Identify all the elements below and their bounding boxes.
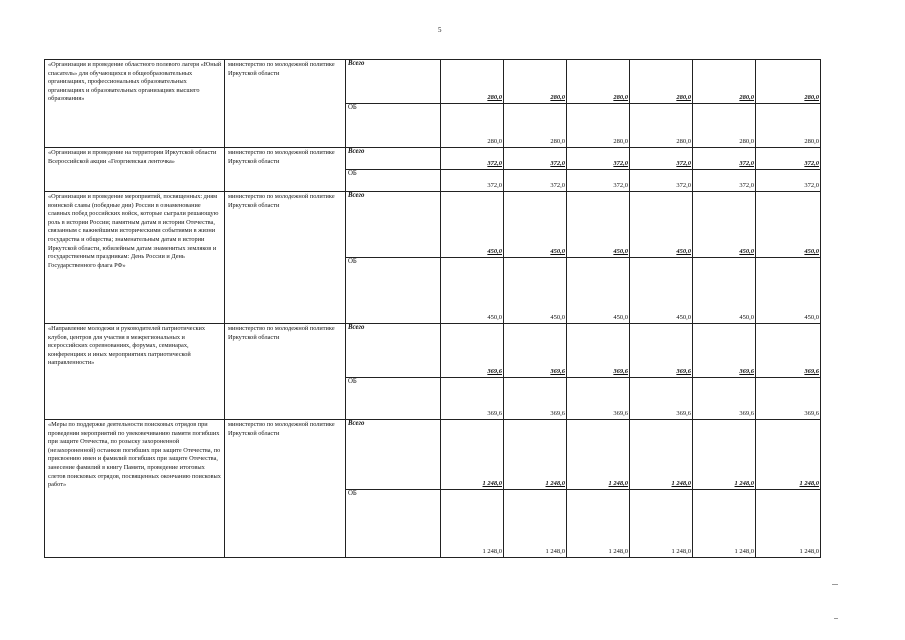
ob-amount-cell: 372,0 — [567, 170, 630, 192]
ob-amount-cell: 450,0 — [567, 258, 630, 324]
ob-amount-cell: 1 248,0 — [504, 490, 567, 558]
total-amount-cell: 369,6 — [693, 324, 756, 378]
budget-table — [44, 59, 821, 558]
total-label-cell: Всего — [346, 420, 441, 490]
ob-amount-cell: 372,0 — [441, 170, 504, 192]
event-name-cell: «Направление молодежи и руководителей патриотических клубов, центров для участия в межрегиональных и всероссийских соревнованиях, форумах, семинарах, конференциях и иных мероприятиях патриотической направленности» — [45, 324, 225, 420]
total-amount-cell: 372,0 — [504, 148, 567, 170]
total-amount-cell: 280,0 — [693, 60, 756, 104]
total-amount-cell: 369,6 — [441, 324, 504, 378]
total-amount-cell: 280,0 — [630, 60, 693, 104]
event-name-cell: «Организация и проведение областного полевого лагеря «Юный спасатель» для обучающихся в общеобразовательных организациях, профессиональных образовательных организациях и образовательных организациях высшего образования» — [45, 60, 225, 148]
ob-amount-cell: 280,0 — [441, 104, 504, 148]
table-row — [45, 324, 821, 378]
event-name-cell: «Организация и проведение мероприятий, посвященных: дням воинской славы (победные дни) России в ознаменование славных побед российских войск, которые сыграли решающую роль в истории России; памятным датам в истории Отечества, связанным с важнейшими историческими событиями в жизни государства и общества; знаменательным датам в истории Иркутской области, юбилейным датам знаменитых земляков и государственным праздникам: День России и День Государственного флага РФ» — [45, 192, 225, 324]
ob-amount-cell: 369,6 — [630, 378, 693, 420]
ob-amount-cell: 450,0 — [441, 258, 504, 324]
ob-amount-cell: 372,0 — [693, 170, 756, 192]
ministry-cell: министерство по молодежной политике Иркутской области — [225, 192, 346, 324]
total-amount-cell: 1 248,0 — [504, 420, 567, 490]
ob-amount-cell: 280,0 — [756, 104, 821, 148]
ob-label-cell: ОБ — [346, 104, 441, 148]
ministry-cell: министерство по молодежной политике Иркутской области — [225, 148, 346, 192]
ob-amount-cell: 450,0 — [630, 258, 693, 324]
ob-amount-cell: 369,6 — [756, 378, 821, 420]
total-amount-cell: 372,0 — [567, 148, 630, 170]
event-name-cell: «Меры по поддержке деятельности поисковых отрядов при проведении мероприятий по увековечиванию памяти погибших при защите Отечества, по розыску захороненной (незахороненной) останков погибших при защите Отечества, по присвоению имен и фамилий погибших при защите Отечества, занесение фамилий в книгу Памяти, проведение итоговых слетов поисковых отрядов, посвященных окончанию поисковых работ» — [45, 420, 225, 558]
ob-amount-cell: 280,0 — [630, 104, 693, 148]
total-label-cell: Всего — [346, 148, 441, 170]
ob-amount-cell: 369,6 — [567, 378, 630, 420]
table-body — [45, 60, 821, 558]
ob-amount-cell: 369,6 — [693, 378, 756, 420]
total-amount-cell: 372,0 — [693, 148, 756, 170]
ob-amount-cell: 372,0 — [756, 170, 821, 192]
table-row — [45, 148, 821, 170]
ministry-cell: министерство по молодежной политике Иркутской области — [225, 324, 346, 420]
total-amount-cell: 450,0 — [756, 192, 821, 258]
total-amount-cell: 372,0 — [441, 148, 504, 170]
total-amount-cell: 1 248,0 — [693, 420, 756, 490]
ob-amount-cell: 450,0 — [504, 258, 567, 324]
ob-label-cell: ОБ — [346, 170, 441, 192]
ob-amount-cell: 372,0 — [630, 170, 693, 192]
ob-amount-cell: 1 248,0 — [756, 490, 821, 558]
ob-amount-cell: 280,0 — [504, 104, 567, 148]
event-name-cell: «Организация и проведение на территории Иркутской области Всероссийской акции «Георгиевская ленточка» — [45, 148, 225, 192]
total-amount-cell: 369,6 — [504, 324, 567, 378]
total-amount-cell: 1 248,0 — [756, 420, 821, 490]
table-row — [45, 420, 821, 490]
ob-amount-cell: 1 248,0 — [441, 490, 504, 558]
ob-label-cell: ОБ — [346, 378, 441, 420]
page-number: 5 — [438, 26, 442, 34]
ob-label-cell: ОБ — [346, 258, 441, 324]
total-amount-cell: 369,6 — [630, 324, 693, 378]
total-amount-cell: 1 248,0 — [567, 420, 630, 490]
total-amount-cell: 280,0 — [756, 60, 821, 104]
total-amount-cell: 1 248,0 — [630, 420, 693, 490]
ob-amount-cell: 450,0 — [756, 258, 821, 324]
total-amount-cell: 369,6 — [567, 324, 630, 378]
total-label-cell: Всего — [346, 324, 441, 378]
total-amount-cell: 280,0 — [504, 60, 567, 104]
total-amount-cell: 450,0 — [504, 192, 567, 258]
total-amount-cell: 280,0 — [441, 60, 504, 104]
ob-amount-cell: 369,6 — [504, 378, 567, 420]
ob-amount-cell: 372,0 — [504, 170, 567, 192]
ob-amount-cell: 280,0 — [693, 104, 756, 148]
ob-amount-cell: 1 248,0 — [567, 490, 630, 558]
ob-amount-cell: 1 248,0 — [693, 490, 756, 558]
total-amount-cell: 450,0 — [441, 192, 504, 258]
ob-amount-cell: 450,0 — [693, 258, 756, 324]
scan-mark — [832, 584, 838, 585]
total-amount-cell: 369,6 — [756, 324, 821, 378]
ministry-cell: министерство по молодежной политике Иркутской области — [225, 420, 346, 558]
ministry-cell: министерство по молодежной политике Иркутской области — [225, 60, 346, 148]
ob-amount-cell: 280,0 — [567, 104, 630, 148]
total-amount-cell: 450,0 — [630, 192, 693, 258]
total-label-cell: Всего — [346, 60, 441, 104]
total-amount-cell: 450,0 — [693, 192, 756, 258]
total-amount-cell: 280,0 — [567, 60, 630, 104]
table-row — [45, 60, 821, 104]
ob-amount-cell: 1 248,0 — [630, 490, 693, 558]
ob-label-cell: ОБ — [346, 490, 441, 558]
scan-mark — [834, 618, 838, 619]
total-label-cell: Всего — [346, 192, 441, 258]
total-amount-cell: 372,0 — [756, 148, 821, 170]
ob-amount-cell: 369,6 — [441, 378, 504, 420]
total-amount-cell: 1 248,0 — [441, 420, 504, 490]
table-row — [45, 192, 821, 258]
total-amount-cell: 450,0 — [567, 192, 630, 258]
total-amount-cell: 372,0 — [630, 148, 693, 170]
